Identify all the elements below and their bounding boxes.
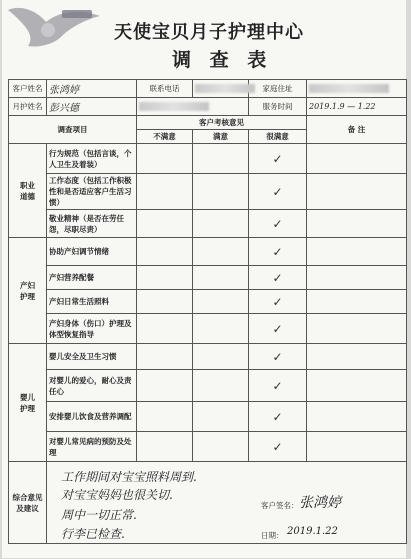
remark-cell	[307, 144, 407, 174]
rating-cell-not-satisfied	[137, 344, 193, 370]
item-behavior: 行为规范（包括言谈，个人卫生及着装）	[47, 144, 137, 174]
remark-cell	[307, 174, 407, 210]
rating-cell-satisfied	[193, 402, 249, 432]
item-baby-safety: 婴儿安全及卫生习惯	[47, 344, 137, 370]
customer-name-label: 客户姓名	[9, 80, 47, 98]
form-subtitle: 调 查 表	[172, 49, 273, 71]
category-professional-ethics: 职业 道德	[9, 144, 47, 238]
item-body-recovery: 产妇身体（伤口）护理及体型恢复指导	[47, 314, 137, 344]
comment-line-4: 行李已检查.	[61, 527, 125, 541]
rating-cell-not-satisfied	[137, 174, 193, 210]
comment-line-1: 工作期间对宝宝照料周到.	[61, 470, 197, 484]
service-time-label: 服务时间	[249, 98, 307, 116]
rating-cell-satisfied	[193, 314, 249, 344]
rating-cell-satisfied	[193, 210, 249, 238]
comments-area	[47, 462, 407, 544]
date-label: 日期：	[261, 531, 284, 540]
date-handwriting: 2019.1.22	[287, 526, 338, 537]
remark-cell	[307, 402, 407, 432]
remark-cell	[307, 432, 407, 462]
survey-table	[8, 79, 407, 544]
not-satisfied-header: 不满意	[137, 130, 193, 144]
rating-cell-not-satisfied	[137, 290, 193, 314]
satisfied-header: 满意	[193, 130, 249, 144]
customer-name-handwriting: 张鸿婷	[49, 85, 79, 96]
check-mark: ✓	[249, 144, 307, 174]
rating-cell-not-satisfied	[137, 432, 193, 462]
remark-cell	[307, 266, 407, 290]
rating-cell-satisfied	[193, 432, 249, 462]
service-time-handwriting: 2019.1.9 — 1.22	[309, 102, 376, 111]
remark-cell	[307, 290, 407, 314]
nanny-name-value	[47, 98, 137, 116]
category-mother-care: 产妇 护理	[9, 238, 47, 344]
phone-label: 联系电话	[137, 80, 193, 98]
check-mark: ✓	[249, 314, 307, 344]
nanny-name-handwriting: 彭兴德	[49, 103, 79, 114]
signature-label: 客户签名：	[261, 501, 299, 510]
rating-cell-not-satisfied	[137, 266, 193, 290]
phone-row2-blank	[137, 98, 249, 116]
rating-cell-satisfied	[193, 144, 249, 174]
rating-cell-satisfied	[193, 370, 249, 402]
redaction-blur	[195, 84, 255, 93]
address-label: 家庭住址	[249, 80, 307, 98]
rating-cell-not-satisfied	[137, 402, 193, 432]
survey-form-page	[2, 0, 406, 558]
very-satisfied-header: 很满意	[249, 130, 307, 144]
check-mark: ✓	[249, 432, 307, 462]
check-mark: ✓	[249, 174, 307, 210]
rating-cell-not-satisfied	[137, 210, 193, 238]
angel-baby-logo-icon	[4, 2, 104, 54]
service-time-value	[307, 98, 407, 116]
item-work-attitude: 工作态度（包括工作积极性和是否适应客户生活习惯）	[47, 174, 137, 210]
check-mark: ✓	[249, 344, 307, 370]
item-baby-feeding: 安排婴儿饮食及营养调配	[47, 402, 137, 432]
item-dedication: 敬业精神（是否在劳任怨，尽职尽责）	[47, 210, 137, 238]
survey-items-header: 调查项目	[9, 116, 137, 144]
redaction-blur	[309, 84, 389, 93]
rating-cell-satisfied	[193, 344, 249, 370]
signature-handwriting: 张鸿婷	[299, 495, 341, 511]
rating-cell-not-satisfied	[137, 238, 193, 266]
customer-name-value	[47, 80, 137, 98]
check-mark: ✓	[249, 210, 307, 238]
comment-line-2: 对宝宝妈妈也很关切.	[61, 488, 173, 502]
form-title: 天使宝贝月子护理中心	[114, 22, 304, 43]
remark-cell	[307, 238, 407, 266]
item-baby-illness: 对婴儿常见病的预防及处理	[47, 432, 137, 462]
item-daily-care: 产妇日常生活照料	[47, 290, 137, 314]
nanny-name-label: 月护姓名	[9, 98, 47, 116]
item-baby-love: 对婴儿的爱心，耐心及责任心	[47, 370, 137, 402]
remark-cell	[307, 314, 407, 344]
phone-value-redacted	[193, 80, 249, 98]
rating-cell-not-satisfied	[137, 314, 193, 344]
rating-cell-satisfied	[193, 238, 249, 266]
customer-opinion-header: 客户考核意见	[137, 116, 307, 130]
redaction-blur	[139, 102, 209, 111]
rating-cell-satisfied	[193, 266, 249, 290]
category-baby-care: 婴儿 护理	[9, 344, 47, 462]
rating-cell-not-satisfied	[137, 370, 193, 402]
rating-cell-not-satisfied	[137, 144, 193, 174]
item-emotion-support: 协助产妇调节情绪	[47, 238, 137, 266]
remark-cell	[307, 370, 407, 402]
check-mark: ✓	[249, 266, 307, 290]
remark-cell	[307, 210, 407, 238]
item-nutrition-meals: 产妇营养配餐	[47, 266, 137, 290]
rating-cell-satisfied	[193, 290, 249, 314]
comments-label: 综合意见 及建议	[9, 462, 47, 544]
remark-cell	[307, 344, 407, 370]
comment-line-3: 周中一切正常.	[61, 508, 137, 522]
check-mark: ✓	[249, 290, 307, 314]
remarks-header: 备 注	[307, 116, 407, 144]
check-mark: ✓	[249, 238, 307, 266]
check-mark: ✓	[249, 370, 307, 402]
check-mark: ✓	[249, 402, 307, 432]
address-value-redacted	[307, 80, 407, 98]
rating-cell-satisfied	[193, 174, 249, 210]
